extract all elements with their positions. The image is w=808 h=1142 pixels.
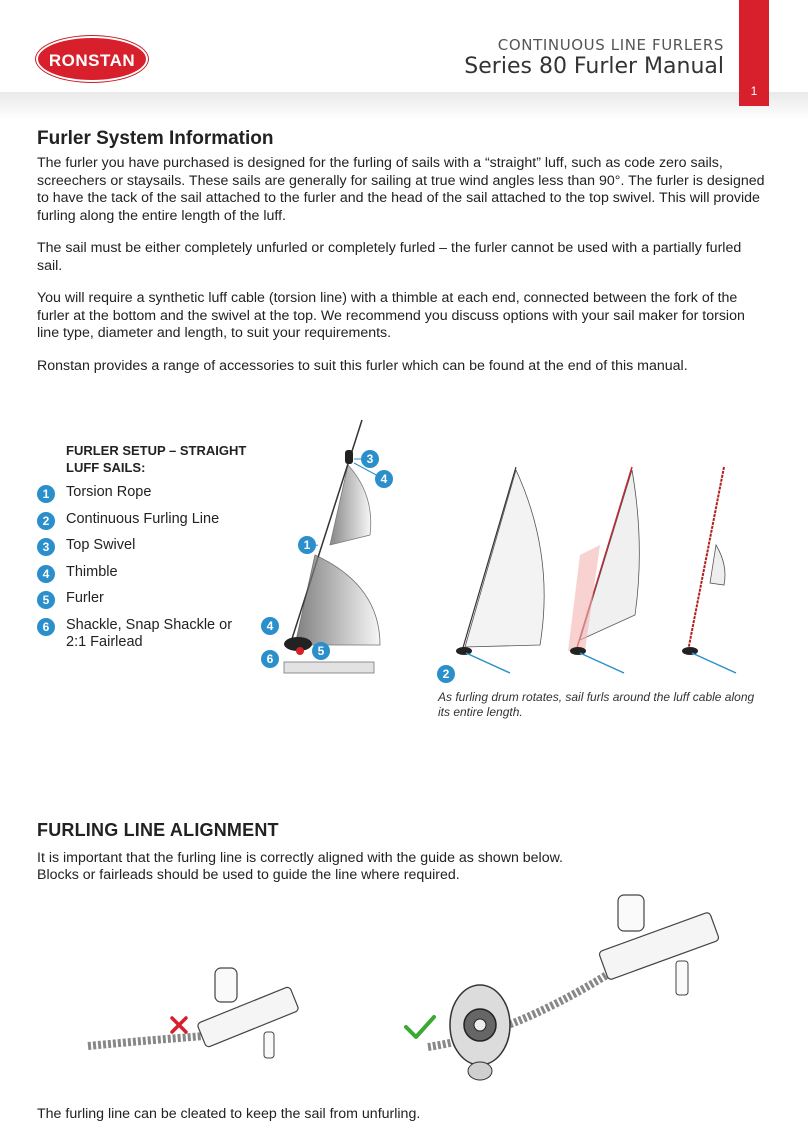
legend-item (37, 564, 247, 588)
callout-number: 4 (380, 472, 388, 486)
logo-text: RONSTAN (48, 51, 136, 70)
furling-sequence-diagram (430, 455, 760, 685)
furling-line (692, 653, 736, 673)
sail-almost-furled (710, 545, 725, 585)
furler-drum (570, 647, 586, 655)
furler-shackle (676, 961, 688, 995)
diagram-caption: As furling drum rotates, sail furls around the luff cable along its entire length. (438, 690, 755, 719)
alignment-line-2: Blocks or fairleads should be used to guide the line where required. (37, 867, 460, 883)
legend-item (37, 511, 247, 535)
header-subtitle: CONTINUOUS LINE FURLERS (497, 36, 724, 54)
legend-item (37, 537, 247, 561)
footer-text: The furling line can be cleated to keep the sail from unfurling. (37, 1106, 421, 1122)
top-swivel (345, 450, 353, 464)
furler-shackle (296, 647, 304, 655)
furler-fork (215, 968, 237, 1002)
furler-setup-diagram (266, 415, 400, 680)
callout-3 (361, 450, 379, 468)
alignment-line-1: It is important that the furling line is correctly aligned with the guide as shown below. (37, 850, 564, 866)
number-badge: 5 (37, 591, 55, 609)
ronstan-logo (28, 22, 156, 92)
furler-drum (456, 647, 472, 655)
legend-item (37, 590, 247, 614)
number-badge: 1 (37, 485, 55, 503)
check-icon (406, 1017, 434, 1037)
legend-item (37, 484, 247, 508)
callout-5 (312, 642, 330, 660)
number-badge: 4 (37, 565, 55, 583)
legend-label: Top Swivel (66, 537, 136, 553)
callout-1 (298, 536, 316, 554)
number-badge: 2 (37, 512, 55, 530)
callout-2 (437, 665, 455, 683)
furler-drum (682, 647, 698, 655)
logo-oval (36, 36, 148, 82)
alignment-heading: FURLING LINE ALIGNMENT (37, 820, 279, 840)
furling-line-rope (88, 1036, 205, 1046)
paragraph-4: Ronstan provides a range of accessories to suit this furler which can be found at the end of this manual. (37, 358, 688, 374)
callout-4 (375, 470, 393, 488)
paragraph-3: You will require a synthetic luff cable (torsion line) with a thimble at each end, connected between the fork of the furler at the bottom and the swivel at the top. We recommend you discuss options with your sail maker for torsion line type, diameter and length, to suit your requirements. (37, 290, 745, 341)
callout-number: 2 (442, 667, 450, 681)
furling-line (580, 653, 624, 673)
number-badge: 6 (37, 618, 55, 636)
legend-label: Furler (66, 590, 104, 606)
sail-upper (330, 465, 371, 545)
furler-body (598, 912, 719, 981)
paragraph-2: The sail must be either completely unfurled or completely furled – the furler cannot be used with a partially furled sail. (37, 240, 742, 274)
legend-label: Torsion Rope (66, 484, 152, 500)
legend-item (37, 617, 247, 657)
legend-label: Shackle, Snap Shackle or 2:1 Fairlead (66, 617, 233, 650)
paragraph-1: The furler you have purchased is designed for the furling of sails with a “straight” luff, such as code zero sails, screechers or staysails. These sails are generally for sailing at true wind angles less than 90°. The furler is designed to have the tack of the sail attached to the furler and the head of the sail attached to the top swivel. This will provide furling along the entire length of the luff. (37, 155, 765, 224)
callout-number: 1 (303, 538, 311, 552)
legend-label: Thimble (66, 564, 118, 580)
cross-icon (172, 1018, 186, 1032)
furler-body (197, 986, 299, 1048)
setup-title: FURLER SETUP – STRAIGHT LUFF SAILS: (66, 443, 247, 475)
number-badge: 3 (37, 538, 55, 556)
deck-fitting (284, 662, 374, 673)
section-heading: Furler System Information (37, 128, 274, 149)
callout-number: 6 (266, 652, 274, 666)
header-band (0, 92, 808, 120)
legend-label: Continuous Furling Line (66, 511, 220, 527)
wrong-alignment-diagram (80, 960, 310, 1070)
furler-fork (618, 895, 644, 931)
header-title: Series 80 Furler Manual (464, 54, 724, 79)
sail-unfurled (465, 470, 544, 647)
furling-line (466, 653, 510, 673)
callout-6 (261, 650, 279, 668)
callout-number: 4 (266, 619, 274, 633)
callout-number: 5 (317, 644, 325, 658)
furler-shackle (264, 1032, 274, 1058)
page-number: 1 (750, 84, 758, 98)
correct-alignment-diagram (400, 895, 730, 1085)
page-tab (739, 0, 769, 106)
callout-number: 3 (366, 452, 374, 466)
fairlead-block (450, 985, 510, 1080)
sail-lower (295, 555, 380, 645)
callout-4b (261, 617, 279, 635)
